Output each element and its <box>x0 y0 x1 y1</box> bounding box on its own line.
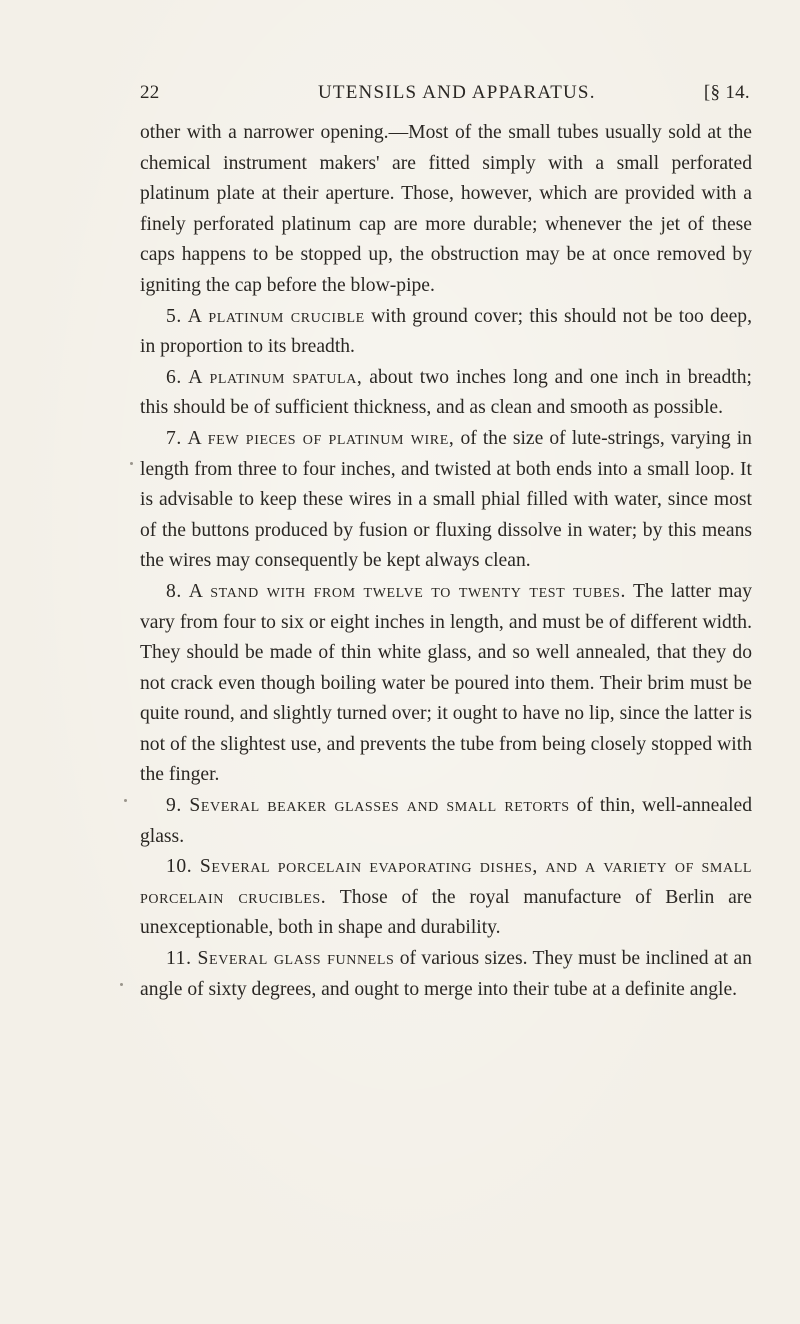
item-text: Those of the royal manufacture of Berlin are unexceptionable, both in shape and durability. <box>140 886 752 939</box>
item-text: of thin, well-annealed glass. <box>140 795 753 847</box>
item-heading: 6. A platinum spatula, <box>166 366 363 388</box>
item-heading: 8. A stand with from twelve to twenty test tubes. <box>166 580 626 602</box>
item-6-platinum-spatula <box>140 363 752 424</box>
item-9-beaker-glasses <box>140 791 752 852</box>
body-text <box>140 118 752 1005</box>
item-8-test-tube-stand <box>140 577 752 791</box>
item-text: of various sizes. They must be inclined at an angle of sixty degrees, and ought to merge into their tube at a definite angle. <box>140 948 752 1000</box>
item-heading: 10. Several porcelain evaporating dishes, and a variety of small porcelain crucibles. <box>140 856 752 908</box>
item-heading: 5. A platinum crucible <box>166 305 365 327</box>
item-text: about two inches long and one inch in breadth; this should be of sufficient thickness, and as clean and smooth as possible. <box>140 366 752 419</box>
item-heading: 11. Several glass funnels <box>166 948 395 970</box>
item-5-platinum-crucible <box>140 302 752 363</box>
paper-speck <box>120 983 123 986</box>
section-reference: [§ 14. <box>703 82 750 103</box>
item-text: The latter may vary from four to six or eight inches in length, and must be of different width. They should be made of thin white glass, and so well annealed, that they do not crack even though boiling water be poured into them. Their brim must be quite round, and slightly turned over; it ought to have no lip, since the latter is not of the slightest use, and prevents the tube from being closely stopped with the finger. <box>140 580 752 786</box>
paragraph-text: other with a narrower opening.—Most of the small tubes usually sold at the chemical instrument makers' are fitted simply with a small perforated platinum plate at their aperture. Those, however, which are provided with a finely perforated platinum cap are more durable; whenever the jet of these caps happens to be stopped up, the obstruction may be at once removed by igniting the cap before the blow-pipe. <box>140 122 752 296</box>
item-text: with ground cover; this should not be too deep, in proportion to its breadth. <box>140 305 752 358</box>
paper-speck <box>124 799 127 802</box>
running-title: UTENSILS AND APPARATUS. <box>318 82 596 103</box>
item-heading: 7. A few pieces of platinum wire, <box>166 427 455 449</box>
page-number: 22 <box>140 82 160 103</box>
running-head <box>140 82 750 112</box>
item-11-glass-funnels <box>140 944 752 1005</box>
item-heading: 9. Several beaker glasses and small retorts <box>166 795 570 817</box>
item-text: of the size of lute-strings, varying in length from three to four inches, and twisted at both ends into a small loop. It is advisable to keep these wires in a small phial filled with water, since most of the buttons produced by fusion or fluxing dissolve in water; by this means the wires may consequently be kept always clean. <box>140 427 752 572</box>
item-10-porcelain-dishes <box>140 852 752 944</box>
paper-speck <box>130 462 133 465</box>
paragraph-continuation <box>140 118 752 302</box>
item-7-platinum-wire <box>140 424 752 577</box>
